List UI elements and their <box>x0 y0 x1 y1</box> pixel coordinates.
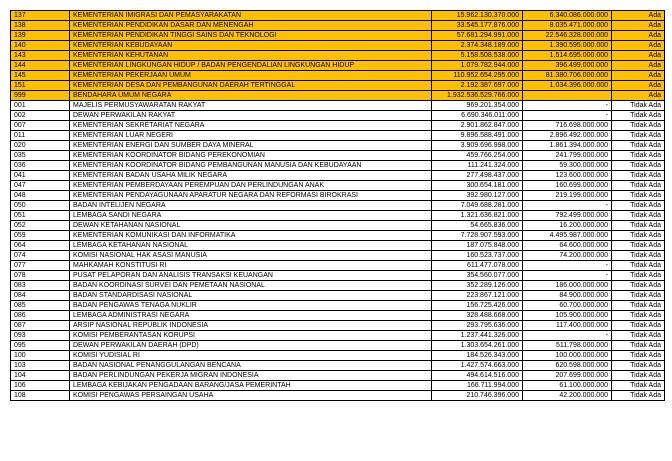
agency-code-cell: 139 <box>11 31 70 41</box>
status-cell: Tidak Ada <box>612 131 665 141</box>
allocation-amount-cell: - <box>523 261 612 271</box>
budget-amount-cell: 2.192.387.697.000 <box>432 81 523 91</box>
allocation-amount-cell: 105.900.000.000 <box>523 311 612 321</box>
budget-amount-cell: 1.237.441.326.000 <box>432 331 523 341</box>
table-row <box>11 41 665 51</box>
status-cell: Tidak Ada <box>612 351 665 361</box>
table-row <box>11 161 665 171</box>
allocation-amount-cell: 1.034.396.000.000 <box>523 81 612 91</box>
allocation-amount-cell: 8.035.471.000.000 <box>523 21 612 31</box>
budget-amount-cell: 494.614.516.000 <box>432 371 523 381</box>
status-cell: Tidak Ada <box>612 101 665 111</box>
agency-name-cell: KEMENTERIAN KOORDINATOR BIDANG PEMBANGUNAN MANUSIA DAN KEBUDAYAAN <box>70 161 432 171</box>
table-row <box>11 111 665 121</box>
status-cell: Tidak Ada <box>612 171 665 181</box>
agency-code-cell: 050 <box>11 201 70 211</box>
status-cell: Ada <box>612 81 665 91</box>
agency-code-cell: 011 <box>11 131 70 141</box>
agency-name-cell: KEMENTERIAN BADAN USAHA MILIK NEGARA <box>70 171 432 181</box>
allocation-amount-cell: 716.698.000.000 <box>523 121 612 131</box>
status-cell: Tidak Ada <box>612 341 665 351</box>
status-cell: Ada <box>612 71 665 81</box>
table-row <box>11 341 665 351</box>
table-row <box>11 241 665 251</box>
table-row <box>11 121 665 131</box>
allocation-amount-cell: 792.499.000.000 <box>523 211 612 221</box>
allocation-amount-cell: 6.340.086.000.000 <box>523 11 612 21</box>
allocation-amount-cell: 1.514.695.000.000 <box>523 51 612 61</box>
table-row <box>11 191 665 201</box>
status-cell: Ada <box>612 51 665 61</box>
budget-amount-cell: 210.746.396.000 <box>432 391 523 401</box>
status-cell: Tidak Ada <box>612 311 665 321</box>
table-row <box>11 391 665 401</box>
agency-name-cell: LEMBAGA ADMINISTRASI NEGARA <box>70 311 432 321</box>
status-cell: Tidak Ada <box>612 291 665 301</box>
agency-code-cell: 087 <box>11 321 70 331</box>
budget-amount-cell: 184.526.343.000 <box>432 351 523 361</box>
allocation-amount-cell: 74.200.000.000 <box>523 251 612 261</box>
budget-amount-cell: 1.079.782.944.000 <box>432 61 523 71</box>
allocation-amount-cell: 123.600.000.000 <box>523 171 612 181</box>
allocation-amount-cell: - <box>523 101 612 111</box>
agency-name-cell: BADAN PERLINDUNGAN PEKERJA MIGRAN INDONESIA <box>70 371 432 381</box>
table-row <box>11 201 665 211</box>
agency-name-cell: KEMENTERIAN KEHUTANAN <box>70 51 432 61</box>
agency-name-cell: BADAN STANDARDISASI NASIONAL <box>70 291 432 301</box>
table-row <box>11 21 665 31</box>
status-cell: Tidak Ada <box>612 271 665 281</box>
table-row <box>11 381 665 391</box>
agency-name-cell: BADAN NASIONAL PENANGGULANGAN BENCANA <box>70 361 432 371</box>
table-row <box>11 141 665 151</box>
allocation-amount-cell: 64.600.000.000 <box>523 241 612 251</box>
agency-name-cell: KEMENTERIAN PENDIDIKAN DASAR DAN MENENGAH <box>70 21 432 31</box>
allocation-amount-cell: 100.000.000.000 <box>523 351 612 361</box>
agency-name-cell: KEMENTERIAN PENDAYAGUNAAN APARATUR NEGARA DAN REFORMASI BIROKRASI <box>70 191 432 201</box>
budget-amount-cell: 166.711.994.000 <box>432 381 523 391</box>
table-row <box>11 11 665 21</box>
agency-code-cell: 078 <box>11 271 70 281</box>
table-row <box>11 51 665 61</box>
table-row <box>11 221 665 231</box>
status-cell: Tidak Ada <box>612 301 665 311</box>
agency-code-cell: 140 <box>11 41 70 51</box>
agency-name-cell: LEMBAGA KEBIJAKAN PENGADAAN BARANG/JASA PEMERINTAH <box>70 381 432 391</box>
agency-code-cell: 002 <box>11 111 70 121</box>
allocation-amount-cell: 60.700.000.000 <box>523 301 612 311</box>
table-row <box>11 281 665 291</box>
budget-amount-cell: 15.962.130.370.000 <box>432 11 523 21</box>
agency-name-cell: KEMENTERIAN KOMUNIKASI DAN INFORMATIKA <box>70 231 432 241</box>
allocation-amount-cell: - <box>523 271 612 281</box>
budget-amount-cell: 160.523.737.000 <box>432 251 523 261</box>
status-cell: Tidak Ada <box>612 111 665 121</box>
table-row <box>11 291 665 301</box>
agency-name-cell: KEMENTERIAN KEBUDAYAAN <box>70 41 432 51</box>
budget-amount-cell: 2.901.862.847.000 <box>432 121 523 131</box>
allocation-amount-cell: 241.799.000.000 <box>523 151 612 161</box>
agency-code-cell: 083 <box>11 281 70 291</box>
budget-amount-cell: 611.477.078.000 <box>432 261 523 271</box>
table-row <box>11 81 665 91</box>
budget-amount-cell: 1.932.536.529.766.000 <box>432 91 523 101</box>
agency-name-cell: ARSIP NASIONAL REPUBLIK INDONESIA <box>70 321 432 331</box>
agency-name-cell: KOMISI PENGAWAS PERSAINGAN USAHA <box>70 391 432 401</box>
table-row <box>11 261 665 271</box>
agency-code-cell: 104 <box>11 371 70 381</box>
budget-amount-cell: 300.654.181.000 <box>432 181 523 191</box>
allocation-amount-cell: 59.300.000.000 <box>523 161 612 171</box>
table-body <box>11 11 665 401</box>
allocation-amount-cell: 186.000.000.000 <box>523 281 612 291</box>
status-cell: Ada <box>612 31 665 41</box>
budget-amount-cell: 6.690.346.011.000 <box>432 111 523 121</box>
table-row <box>11 361 665 371</box>
status-cell: Tidak Ada <box>612 371 665 381</box>
allocation-amount-cell: 42.200.000.000 <box>523 391 612 401</box>
agency-code-cell: 020 <box>11 141 70 151</box>
budget-amount-cell: 459.766.254.000 <box>432 151 523 161</box>
allocation-amount-cell: 84.900.000.000 <box>523 291 612 301</box>
status-cell: Tidak Ada <box>612 151 665 161</box>
allocation-amount-cell: 511.798.000.000 <box>523 341 612 351</box>
agency-code-cell: 048 <box>11 191 70 201</box>
table-row <box>11 271 665 281</box>
allocation-amount-cell: - <box>523 111 612 121</box>
agency-name-cell: BENDAHARA UMUM NEGARA <box>70 91 432 101</box>
table-row <box>11 31 665 41</box>
budget-amount-cell: 1.321.636.821.000 <box>432 211 523 221</box>
agency-code-cell: 084 <box>11 291 70 301</box>
status-cell: Ada <box>612 61 665 71</box>
table-row <box>11 91 665 101</box>
agency-name-cell: KEMENTERIAN PENDIDIKAN TINGGI SAINS DAN TEKNOLOGI <box>70 31 432 41</box>
agency-name-cell: KEMENTERIAN PEMBERDAYAAN PEREMPUAN DAN PERLINDUNGAN ANAK <box>70 181 432 191</box>
agency-name-cell: KEMENTERIAN LUAR NEGERI <box>70 131 432 141</box>
budget-amount-cell: 57.681.294.991.000 <box>432 31 523 41</box>
status-cell: Tidak Ada <box>612 141 665 151</box>
allocation-amount-cell: 620.598.000.000 <box>523 361 612 371</box>
budget-amount-cell: 328.488.668.000 <box>432 311 523 321</box>
agency-code-cell: 138 <box>11 21 70 31</box>
agency-code-cell: 036 <box>11 161 70 171</box>
agency-code-cell: 051 <box>11 211 70 221</box>
table-row <box>11 231 665 241</box>
table-row <box>11 151 665 161</box>
status-cell: Tidak Ada <box>612 391 665 401</box>
allocation-amount-cell: 16.200.000.000 <box>523 221 612 231</box>
budget-amount-cell: 156.725.426.000 <box>432 301 523 311</box>
status-cell: Tidak Ada <box>612 321 665 331</box>
status-cell: Tidak Ada <box>612 361 665 371</box>
agency-code-cell: 100 <box>11 351 70 361</box>
agency-code-cell: 999 <box>11 91 70 101</box>
table-row <box>11 321 665 331</box>
table-row <box>11 131 665 141</box>
budget-table <box>10 10 665 401</box>
allocation-amount-cell: 1.861.394.000.000 <box>523 141 612 151</box>
status-cell: Tidak Ada <box>612 161 665 171</box>
agency-name-cell: KEMENTERIAN KOORDINATOR BIDANG PEREKONOMIAN <box>70 151 432 161</box>
table-row <box>11 351 665 361</box>
status-cell: Tidak Ada <box>612 251 665 261</box>
status-cell: Ada <box>612 41 665 51</box>
agency-name-cell: LEMBAGA SANDI NEGARA <box>70 211 432 221</box>
agency-code-cell: 108 <box>11 391 70 401</box>
table-row <box>11 331 665 341</box>
budget-amount-cell: 392.980.127.000 <box>432 191 523 201</box>
status-cell: Tidak Ada <box>612 261 665 271</box>
agency-code-cell: 047 <box>11 181 70 191</box>
budget-amount-cell: 111.241.324.000 <box>432 161 523 171</box>
status-cell: Tidak Ada <box>612 241 665 251</box>
budget-amount-cell: 33.545.177.876.000 <box>432 21 523 31</box>
status-cell: Ada <box>612 91 665 101</box>
budget-amount-cell: 969.201.354.000 <box>432 101 523 111</box>
allocation-amount-cell: 4.495.987.000.000 <box>523 231 612 241</box>
agency-name-cell: KOMISI YUDISIAL RI <box>70 351 432 361</box>
agency-name-cell: KEMENTERIAN ENERGI DAN SUMBER DAYA MINERAL <box>70 141 432 151</box>
budget-amount-cell: 2.374.348.189.000 <box>432 41 523 51</box>
status-cell: Tidak Ada <box>612 331 665 341</box>
budget-amount-cell: 293.795.636.000 <box>432 321 523 331</box>
agency-code-cell: 041 <box>11 171 70 181</box>
table-row <box>11 211 665 221</box>
agency-name-cell: KEMENTERIAN PEKERJAAN UMUM <box>70 71 432 81</box>
status-cell: Tidak Ada <box>612 381 665 391</box>
status-cell: Tidak Ada <box>612 231 665 241</box>
budget-amount-cell: 277.498.437.000 <box>432 171 523 181</box>
allocation-amount-cell: 117.400.000.000 <box>523 321 612 331</box>
agency-code-cell: 001 <box>11 101 70 111</box>
table-row <box>11 71 665 81</box>
budget-amount-cell: 1.303.654.261.000 <box>432 341 523 351</box>
status-cell: Tidak Ada <box>612 221 665 231</box>
table-row <box>11 171 665 181</box>
agency-name-cell: BADAN KOORDINASI SURVEI DAN PEMETAAN NASIONAL <box>70 281 432 291</box>
budget-amount-cell: 7.049.688.281.000 <box>432 201 523 211</box>
agency-name-cell: KEMENTERIAN LINGKUNGAN HIDUP / BADAN PENGENDALIAN LINGKUNGAN HIDUP <box>70 61 432 71</box>
status-cell: Tidak Ada <box>612 201 665 211</box>
agency-name-cell: KEMENTERIAN SEKRETARIAT NEGARA <box>70 121 432 131</box>
budget-amount-cell: 352.289.126.000 <box>432 281 523 291</box>
table-row <box>11 251 665 261</box>
status-cell: Ada <box>612 21 665 31</box>
allocation-amount-cell: 219.199.000.000 <box>523 191 612 201</box>
agency-name-cell: KOMISI NASIONAL HAK ASASI MANUSIA <box>70 251 432 261</box>
status-cell: Tidak Ada <box>612 281 665 291</box>
agency-name-cell: MAHKAMAH KONSTITUSI RI <box>70 261 432 271</box>
agency-code-cell: 145 <box>11 71 70 81</box>
agency-code-cell: 095 <box>11 341 70 351</box>
table-row <box>11 101 665 111</box>
agency-code-cell: 143 <box>11 51 70 61</box>
agency-code-cell: 151 <box>11 81 70 91</box>
allocation-amount-cell: 207.699.000.000 <box>523 371 612 381</box>
budget-amount-cell: 54.665.836.000 <box>432 221 523 231</box>
budget-amount-cell: 1.427.574.663.000 <box>432 361 523 371</box>
agency-code-cell: 086 <box>11 311 70 321</box>
allocation-amount-cell <box>523 91 612 101</box>
allocation-amount-cell: - <box>523 201 612 211</box>
agency-code-cell: 059 <box>11 231 70 241</box>
allocation-amount-cell: 2.896.492.000.000 <box>523 131 612 141</box>
agency-name-cell: DEWAN PERWAKILAN DAERAH (DPD) <box>70 341 432 351</box>
agency-name-cell: LEMBAGA KETAHANAN NASIONAL <box>70 241 432 251</box>
table-row <box>11 181 665 191</box>
status-cell: Tidak Ada <box>612 191 665 201</box>
agency-name-cell: DEWAN KETAHANAN NASIONAL <box>70 221 432 231</box>
table-row <box>11 311 665 321</box>
agency-code-cell: 103 <box>11 361 70 371</box>
agency-name-cell: KEMENTERIAN IMIGRASI DAN PEMASYARAKATAN <box>70 11 432 21</box>
agency-code-cell: 035 <box>11 151 70 161</box>
status-cell: Ada <box>612 11 665 21</box>
agency-name-cell: PUSAT PELAPORAN DAN ANALISIS TRANSAKSI KEUANGAN <box>70 271 432 281</box>
budget-amount-cell: 3.909.696.998.000 <box>432 141 523 151</box>
budget-amount-cell: 223.867.121.000 <box>432 291 523 301</box>
agency-code-cell: 052 <box>11 221 70 231</box>
status-cell: Tidak Ada <box>612 181 665 191</box>
allocation-amount-cell: 1.390.595.000.000 <box>523 41 612 51</box>
table-row <box>11 61 665 71</box>
status-cell: Tidak Ada <box>612 121 665 131</box>
allocation-amount-cell: - <box>523 331 612 341</box>
table-row <box>11 371 665 381</box>
status-cell: Tidak Ada <box>612 211 665 221</box>
budget-amount-cell: 354.560.077.000 <box>432 271 523 281</box>
agency-name-cell: DEWAN PERWAKILAN RAKYAT <box>70 111 432 121</box>
budget-amount-cell: 110.952.654.295.000 <box>432 71 523 81</box>
agency-code-cell: 093 <box>11 331 70 341</box>
allocation-amount-cell: 61.100.000.000 <box>523 381 612 391</box>
agency-code-cell: 137 <box>11 11 70 21</box>
allocation-amount-cell: 22.546.328.000.000 <box>523 31 612 41</box>
budget-amount-cell: 187.075.848.000 <box>432 241 523 251</box>
agency-code-cell: 106 <box>11 381 70 391</box>
budget-amount-cell: 9.896.588.491.000 <box>432 131 523 141</box>
agency-name-cell: BADAN INTELIJEN NEGARA <box>70 201 432 211</box>
budget-amount-cell: 7.728.907.593.000 <box>432 231 523 241</box>
agency-code-cell: 144 <box>11 61 70 71</box>
allocation-amount-cell: 160.699.000.000 <box>523 181 612 191</box>
agency-code-cell: 085 <box>11 301 70 311</box>
agency-code-cell: 077 <box>11 261 70 271</box>
agency-code-cell: 007 <box>11 121 70 131</box>
agency-name-cell: MAJELIS PERMUSYAWARATAN RAKYAT <box>70 101 432 111</box>
budget-amount-cell: 5.158.508.538.000 <box>432 51 523 61</box>
agency-code-cell: 064 <box>11 241 70 251</box>
agency-name-cell: BADAN PENGAWAS TENAGA NUKLIR <box>70 301 432 311</box>
allocation-amount-cell: 81.380.706.000.000 <box>523 71 612 81</box>
table-row <box>11 301 665 311</box>
agency-name-cell: KOMISI PEMBERANTASAN KORUPSI <box>70 331 432 341</box>
agency-name-cell: KEMENTERIAN DESA DAN PEMBANGUNAN DAERAH TERTINGGAL <box>70 81 432 91</box>
agency-code-cell: 074 <box>11 251 70 261</box>
allocation-amount-cell: 396.499.000.000 <box>523 61 612 71</box>
